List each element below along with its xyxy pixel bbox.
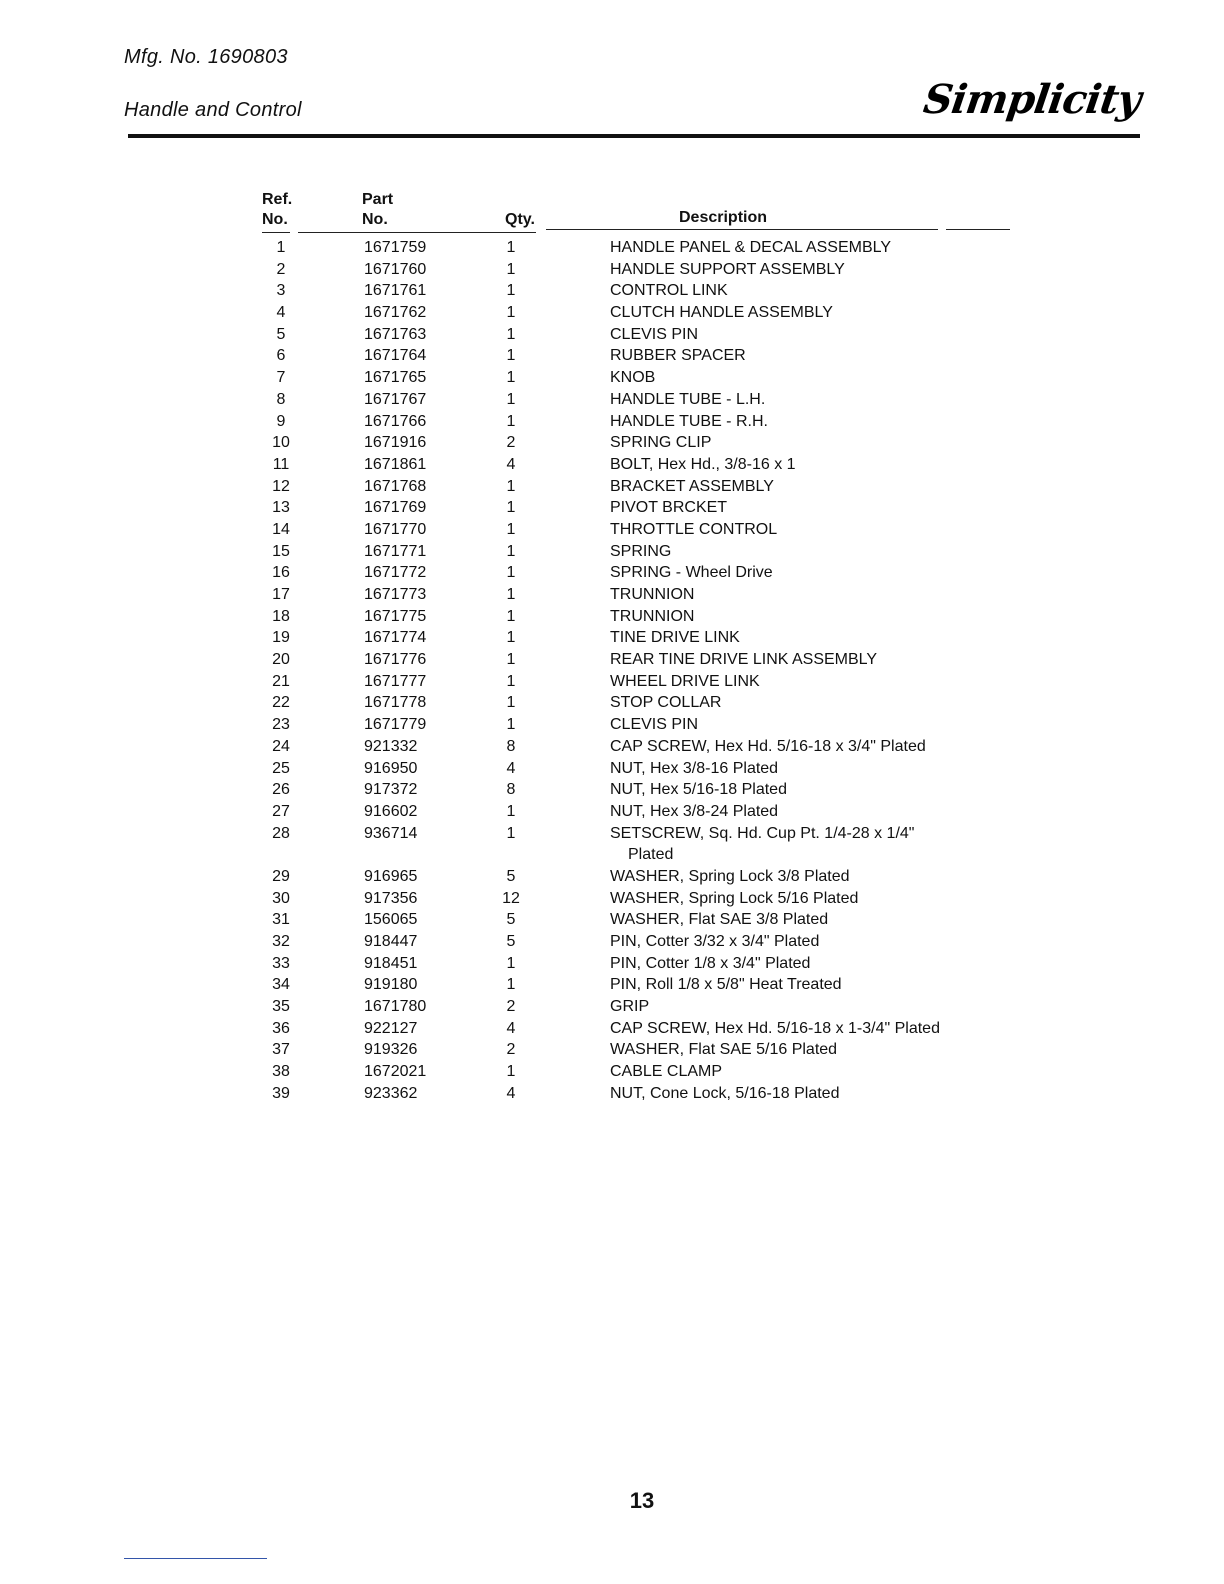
description-cell (610, 454, 1010, 476)
table-row (0, 345, 1224, 367)
description-cell (610, 367, 1010, 389)
description-cell (610, 1083, 1010, 1105)
ref-number: 20 (272, 651, 290, 669)
header-underline-ref (262, 232, 290, 233)
quantity: 8 (506, 781, 516, 799)
table-row (0, 1018, 1224, 1040)
ref-number: 37 (272, 1041, 290, 1059)
description-cell (610, 627, 1010, 649)
description: PIVOT BRCKET (610, 499, 728, 517)
ref-number: 8 (276, 390, 286, 408)
description-cell (610, 324, 1010, 346)
table-row (0, 758, 1224, 780)
part-number: 1671773 (364, 586, 427, 603)
description-cell (610, 909, 1010, 931)
description: NUT, Hex 3/8-16 Plated (610, 759, 779, 777)
quantity: 5 (506, 933, 516, 951)
ref-number: 10 (272, 434, 290, 452)
table-row (0, 259, 1224, 281)
quantity: 1 (506, 1063, 516, 1081)
description-cell (610, 823, 1010, 866)
part-number: 1672021 (364, 1063, 427, 1081)
ref-number: 9 (276, 412, 286, 430)
header-underline-description (546, 229, 938, 230)
description: NUT, Cone Lock, 5/16-18 Plated (610, 1084, 840, 1102)
quantity: 1 (506, 390, 516, 408)
description: CLUTCH HANDLE ASSEMBLY (610, 304, 833, 322)
description: CABLE CLAMP (610, 1063, 723, 1081)
ref-number: 38 (272, 1063, 290, 1081)
table-row (0, 367, 1224, 389)
ref-number: 31 (272, 911, 290, 929)
part-number: 1671761 (364, 282, 427, 300)
column-header-ref-line2: No. (262, 211, 288, 228)
table-row (0, 779, 1224, 801)
ref-number: 29 (272, 867, 290, 885)
quantity: 1 (506, 282, 516, 300)
part-number: 921332 (364, 737, 418, 755)
description-cell (610, 779, 1010, 801)
description-cell (610, 562, 1010, 584)
part-number: 923362 (364, 1084, 418, 1102)
quantity: 4 (506, 1084, 516, 1102)
description: PIN, Cotter 3/32 x 3/4" Plated (610, 933, 820, 951)
quantity: 8 (506, 737, 516, 755)
part-number: 936714 (364, 824, 418, 842)
description: WHEEL DRIVE LINK (610, 672, 760, 690)
part-number: 919180 (364, 976, 418, 994)
header-underline-part-qty (298, 232, 536, 233)
quantity: 12 (502, 889, 520, 907)
description: WASHER, Flat SAE 5/16 Plated (610, 1041, 838, 1059)
part-number: 1671916 (364, 434, 427, 452)
description-cell (610, 671, 1010, 693)
table-row (0, 996, 1224, 1018)
part-number: 1671762 (364, 304, 427, 322)
description-cell (610, 280, 1010, 302)
ref-number: 21 (272, 672, 290, 690)
part-number: 918451 (364, 954, 418, 972)
table-row (0, 432, 1224, 454)
description-cell (610, 541, 1010, 563)
part-number: 922127 (364, 1019, 418, 1037)
description-cell (610, 1039, 1010, 1061)
part-number: 1671778 (364, 694, 427, 712)
description-cell (610, 302, 1010, 324)
part-number: 1671763 (364, 325, 427, 343)
table-row (0, 953, 1224, 975)
parts-table (0, 237, 1224, 1105)
description-cell (610, 758, 1010, 780)
description: HANDLE SUPPORT ASSEMBLY (610, 260, 845, 278)
page-number: 13 (629, 1488, 655, 1513)
ref-number: 2 (276, 260, 286, 278)
ref-number: 17 (272, 586, 290, 603)
ref-number: 15 (272, 542, 290, 560)
ref-number: 28 (272, 824, 290, 842)
quantity: 1 (506, 954, 516, 972)
description-cell (610, 411, 1010, 433)
description-cell (610, 476, 1010, 498)
part-number: 1671776 (364, 651, 427, 669)
column-header-qty: Qty. (505, 211, 535, 228)
section-title: Handle and Control (124, 99, 302, 121)
description: NUT, Hex 3/8-24 Plated (610, 802, 779, 820)
description: WASHER, Spring Lock 3/8 Plated (610, 867, 850, 885)
table-row (0, 454, 1224, 476)
description-cell (610, 584, 1010, 606)
column-header-ref (262, 190, 292, 230)
description: WASHER, Flat SAE 3/8 Plated (610, 911, 829, 929)
table-row (0, 519, 1224, 541)
part-number: 1671769 (364, 499, 427, 517)
description-cell (610, 345, 1010, 367)
quantity: 1 (506, 542, 516, 560)
quantity: 1 (506, 369, 516, 387)
part-number: 1671760 (364, 260, 427, 278)
table-row (0, 671, 1224, 693)
ref-number: 4 (276, 304, 286, 322)
table-row (0, 1083, 1224, 1105)
quantity: 1 (506, 325, 516, 343)
description: THROTTLE CONTROL (610, 520, 778, 538)
column-header-part (362, 190, 393, 230)
part-number: 1671770 (364, 520, 427, 538)
table-row (0, 237, 1224, 259)
ref-number: 6 (276, 347, 286, 365)
description-cell (610, 389, 1010, 411)
quantity: 1 (506, 629, 516, 647)
description-cell (610, 649, 1010, 671)
description: PIN, Cotter 1/8 x 3/4" Plated (610, 954, 811, 972)
description: PIN, Roll 1/8 x 5/8" Heat Treated (610, 976, 842, 994)
table-row (0, 324, 1224, 346)
quantity: 1 (506, 477, 516, 495)
table-row (0, 801, 1224, 823)
ref-number: 25 (272, 759, 290, 777)
quantity: 1 (506, 304, 516, 322)
description-cell (610, 736, 1010, 758)
description: HANDLE TUBE - L.H. (610, 390, 766, 408)
table-row (0, 541, 1224, 563)
ref-number: 39 (272, 1084, 290, 1102)
part-number: 1671774 (364, 629, 427, 647)
description-cell (610, 866, 1010, 888)
quantity: 4 (506, 1019, 516, 1037)
description: STOP COLLAR (610, 694, 722, 712)
part-number: 1671766 (364, 412, 427, 430)
ref-number: 13 (272, 499, 290, 517)
description: CLEVIS PIN (610, 325, 699, 343)
table-row (0, 302, 1224, 324)
quantity: 1 (506, 824, 516, 842)
table-row (0, 714, 1224, 736)
quantity: 1 (506, 586, 516, 603)
description-cell (610, 931, 1010, 953)
description: REAR TINE DRIVE LINK ASSEMBLY (610, 651, 878, 669)
description-continued: Plated (628, 846, 674, 864)
part-number: 916965 (364, 867, 418, 885)
column-header-description: Description (679, 209, 768, 226)
quantity: 2 (506, 998, 516, 1016)
part-number: 1671759 (364, 239, 427, 256)
quantity: 1 (506, 564, 516, 582)
part-number: 1671771 (364, 542, 427, 560)
part-number: 918447 (364, 933, 418, 951)
ref-number: 7 (276, 369, 286, 387)
ref-number: 33 (272, 954, 290, 972)
quantity: 1 (506, 976, 516, 994)
quantity: 1 (506, 607, 516, 625)
description: SPRING - Wheel Drive (610, 564, 773, 582)
description: GRIP (610, 998, 650, 1016)
description: KNOB (610, 369, 656, 387)
part-number: 1671775 (364, 607, 427, 625)
part-number: 1671861 (364, 455, 427, 473)
column-header-part-line1: Part (362, 191, 394, 208)
table-row (0, 649, 1224, 671)
table-row (0, 823, 1224, 866)
description-cell (610, 801, 1010, 823)
table-row (0, 909, 1224, 931)
description-cell (610, 237, 1010, 259)
table-row (0, 280, 1224, 302)
description: CONTROL LINK (610, 282, 728, 300)
ref-number: 35 (272, 998, 290, 1016)
description-cell (610, 953, 1010, 975)
description: BOLT, Hex Hd., 3/8-16 x 1 (610, 455, 796, 473)
table-row (0, 1061, 1224, 1083)
quantity: 1 (506, 499, 516, 517)
ref-number: 22 (272, 694, 290, 712)
quantity: 5 (506, 867, 516, 885)
part-number: 156065 (364, 911, 418, 929)
description: TRUNNION (610, 607, 695, 625)
header-rule (128, 134, 1140, 138)
ref-number: 30 (272, 889, 290, 907)
ref-number: 36 (272, 1019, 290, 1037)
ref-number: 27 (272, 802, 290, 820)
quantity: 1 (506, 672, 516, 690)
ref-number: 23 (272, 716, 290, 734)
description-cell (610, 714, 1010, 736)
quantity: 1 (506, 651, 516, 669)
part-number: 916950 (364, 759, 418, 777)
table-row (0, 1039, 1224, 1061)
part-number: 1671768 (364, 477, 427, 495)
quantity: 1 (506, 694, 516, 712)
table-row (0, 562, 1224, 584)
table-row (0, 389, 1224, 411)
part-number: 919326 (364, 1041, 418, 1059)
ref-number: 1 (276, 239, 286, 256)
description: SETSCREW, Sq. Hd. Cup Pt. 1/4-28 x 1/4" (610, 824, 915, 842)
quantity: 4 (506, 759, 516, 777)
table-row (0, 888, 1224, 910)
part-number: 917356 (364, 889, 418, 907)
description-cell (610, 974, 1010, 996)
part-number: 917372 (364, 781, 418, 799)
description-cell (610, 692, 1010, 714)
quantity: 1 (506, 347, 516, 365)
ref-number: 32 (272, 933, 290, 951)
description: SPRING CLIP (610, 434, 712, 452)
ref-number: 11 (272, 455, 290, 473)
description-cell (610, 519, 1010, 541)
column-header-ref-line1: Ref. (262, 191, 293, 208)
description-cell (610, 432, 1010, 454)
description: HANDLE PANEL & DECAL ASSEMBLY (610, 239, 891, 256)
description: CLEVIS PIN (610, 716, 699, 734)
quantity: 1 (506, 802, 516, 820)
table-row (0, 692, 1224, 714)
part-number: 916602 (364, 802, 418, 820)
column-header-part-line2: No. (362, 211, 388, 228)
part-number: 1671765 (364, 369, 427, 387)
ref-number: 19 (272, 629, 290, 647)
part-number: 1671772 (364, 564, 427, 582)
description-cell (610, 1018, 1010, 1040)
footer-line (124, 1558, 267, 1559)
brand-logo: Simplicity (920, 76, 1144, 123)
description: NUT, Hex 5/16-18 Plated (610, 781, 787, 799)
table-row (0, 584, 1224, 606)
description: TRUNNION (610, 586, 695, 603)
table-row (0, 627, 1224, 649)
table-row (0, 411, 1224, 433)
description: SPRING (610, 542, 672, 560)
quantity: 1 (506, 520, 516, 538)
ref-number: 24 (272, 737, 290, 755)
ref-number: 18 (272, 607, 290, 625)
quantity: 1 (506, 260, 516, 278)
ref-number: 3 (276, 282, 286, 300)
description-cell (610, 497, 1010, 519)
part-number: 1671780 (364, 998, 427, 1016)
description: BRACKET ASSEMBLY (610, 477, 774, 495)
description: HANDLE TUBE - R.H. (610, 412, 768, 430)
description: TINE DRIVE LINK (610, 629, 740, 647)
description: CAP SCREW, Hex Hd. 5/16-18 x 3/4" Plated (610, 737, 926, 755)
description: RUBBER SPACER (610, 347, 746, 365)
description-cell (610, 259, 1010, 281)
description-cell (610, 996, 1010, 1018)
quantity: 4 (506, 455, 516, 473)
table-row (0, 974, 1224, 996)
quantity: 1 (506, 716, 516, 734)
quantity: 5 (506, 911, 516, 929)
description: WASHER, Spring Lock 5/16 Plated (610, 889, 859, 907)
table-row (0, 866, 1224, 888)
ref-number: 26 (272, 781, 290, 799)
quantity: 1 (506, 239, 516, 256)
header-underline-extra (946, 229, 1010, 230)
table-row (0, 736, 1224, 758)
table-row (0, 476, 1224, 498)
table-row (0, 497, 1224, 519)
mfg-number: Mfg. No. 1690803 (124, 46, 288, 68)
part-number: 1671777 (364, 672, 427, 690)
description-cell (610, 606, 1010, 628)
table-row (0, 931, 1224, 953)
ref-number: 16 (272, 564, 290, 582)
ref-number: 34 (272, 976, 290, 994)
ref-number: 5 (276, 325, 286, 343)
part-number: 1671767 (364, 390, 427, 408)
part-number: 1671779 (364, 716, 427, 734)
description-cell (610, 888, 1010, 910)
ref-number: 12 (272, 477, 290, 495)
quantity: 1 (506, 412, 516, 430)
part-number: 1671764 (364, 347, 427, 365)
quantity: 2 (506, 434, 516, 452)
description-cell (610, 1061, 1010, 1083)
ref-number: 14 (272, 520, 290, 538)
description: CAP SCREW, Hex Hd. 5/16-18 x 1-3/4" Plated (610, 1019, 940, 1037)
quantity: 2 (506, 1041, 516, 1059)
table-row (0, 606, 1224, 628)
